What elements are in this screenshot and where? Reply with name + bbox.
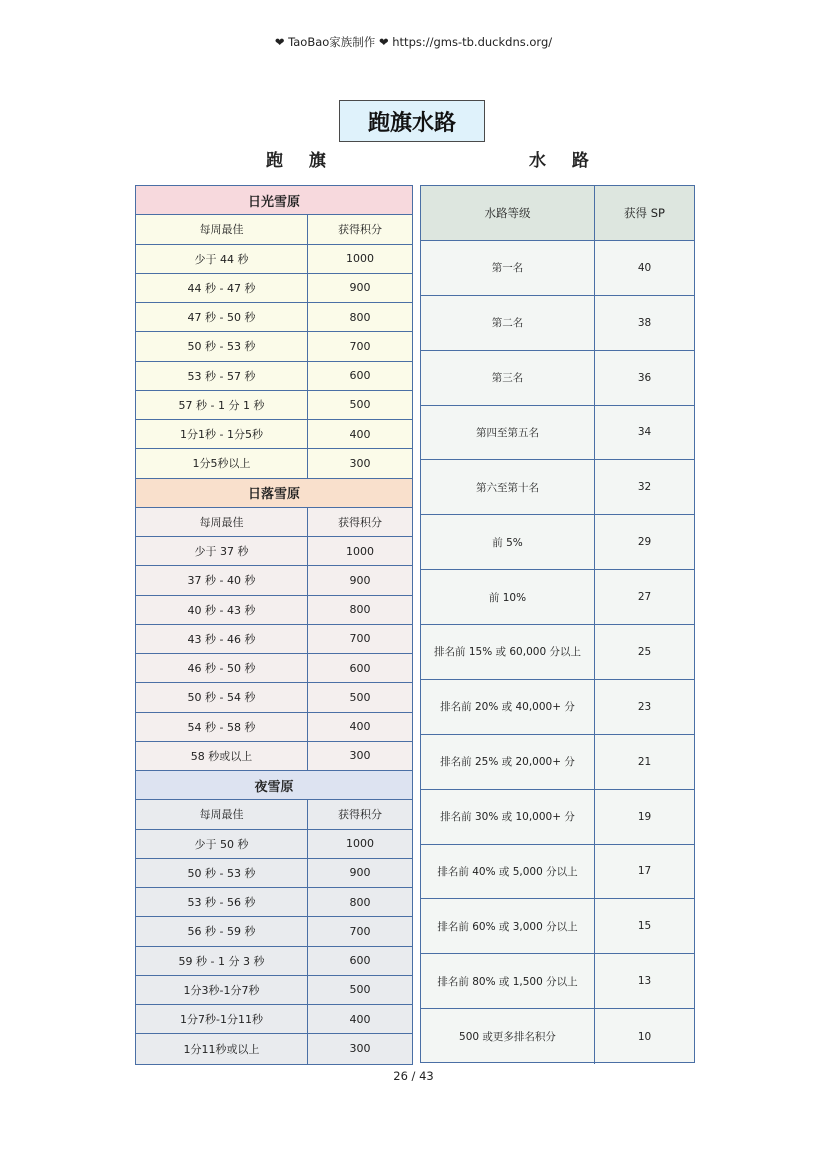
points-cell: 400 (349, 720, 371, 734)
sp-cell: 32 (637, 481, 652, 494)
table-row (421, 296, 694, 351)
table-row (136, 976, 412, 1005)
table-row (136, 859, 412, 888)
table-row (136, 449, 412, 478)
time-cell: 1分11秒或以上 (136, 1034, 308, 1063)
header-cell: 获得积分 (338, 223, 382, 237)
points-cell: 900 (349, 866, 371, 880)
points-cell: 300 (349, 1042, 371, 1056)
sp-cell: 25 (637, 645, 652, 658)
time-cell: 50 秒 - 54 秒 (136, 683, 308, 711)
table-row (421, 460, 694, 515)
rank-cell: 排名前 60% 或 3,000 分以上 (421, 899, 595, 953)
header-cell: 获得积分 (338, 808, 382, 822)
table-row (136, 362, 412, 391)
points-cell: 600 (349, 954, 371, 968)
header-cell: 每周最佳 (136, 800, 308, 828)
table-header-row (136, 215, 412, 244)
points-cell: 800 (349, 895, 371, 909)
water-route-table (420, 185, 695, 1063)
page-number: 26 / 43 (393, 1069, 434, 1083)
points-cell: 1000 (346, 837, 374, 851)
points-cell: 300 (349, 456, 371, 470)
time-cell: 40 秒 - 43 秒 (136, 596, 308, 624)
time-cell: 37 秒 - 40 秒 (136, 566, 308, 594)
table-row (136, 245, 412, 274)
rank-cell: 排名前 80% 或 1,500 分以上 (421, 954, 595, 1008)
flag-section-daylight (136, 186, 412, 479)
sp-cell: 21 (637, 755, 652, 768)
header-cell: 获得 SP (624, 205, 665, 220)
time-cell: 56 秒 - 59 秒 (136, 917, 308, 945)
sp-cell: 29 (637, 536, 652, 549)
sp-cell: 36 (637, 371, 652, 384)
sp-cell: 40 (637, 261, 652, 274)
table-row (136, 683, 412, 712)
sp-cell: 13 (637, 975, 652, 988)
sp-cell: 27 (637, 591, 652, 604)
points-cell: 500 (349, 983, 371, 997)
points-cell: 400 (349, 1012, 371, 1026)
time-cell: 1分1秒 - 1分5秒 (136, 420, 308, 448)
flag-section-sunset (136, 479, 412, 772)
table-row (421, 515, 694, 570)
section-title: 夜雪原 (136, 771, 412, 800)
header-cell: 每周最佳 (136, 508, 308, 536)
page-title: 跑旗水路 (339, 100, 485, 142)
sp-cell: 38 (637, 316, 652, 329)
rank-cell: 排名前 20% 或 40,000+ 分 (421, 680, 595, 734)
points-cell: 800 (349, 310, 371, 324)
time-cell: 53 秒 - 56 秒 (136, 888, 308, 916)
rank-cell: 前 10% (421, 570, 595, 624)
header-cell: 水路等级 (421, 186, 595, 240)
table-row (136, 391, 412, 420)
section-title: 日光雪原 (136, 186, 412, 215)
table-row (136, 742, 412, 771)
points-cell: 1000 (346, 544, 374, 558)
table-row (136, 830, 412, 859)
header-cell: 获得积分 (338, 515, 382, 529)
points-cell: 700 (349, 339, 371, 353)
points-cell: 700 (349, 632, 371, 646)
header-cell: 每周最佳 (136, 215, 308, 243)
time-cell: 59 秒 - 1 分 3 秒 (136, 947, 308, 975)
points-cell: 300 (349, 749, 371, 763)
water-route-heading: 水 路 (529, 151, 599, 171)
table-row (421, 406, 694, 461)
table-row (136, 332, 412, 361)
points-cell: 900 (349, 573, 371, 587)
rank-cell: 第四至第五名 (421, 406, 595, 460)
time-cell: 43 秒 - 46 秒 (136, 625, 308, 653)
sp-cell: 19 (637, 810, 652, 823)
points-cell: 400 (349, 427, 371, 441)
table-row (421, 845, 694, 900)
time-cell: 47 秒 - 50 秒 (136, 303, 308, 331)
time-cell: 46 秒 - 50 秒 (136, 654, 308, 682)
points-cell: 800 (349, 603, 371, 617)
rank-cell: 第二名 (421, 296, 595, 350)
table-row (136, 303, 412, 332)
rank-cell: 排名前 40% 或 5,000 分以上 (421, 845, 595, 899)
table-row (421, 735, 694, 790)
time-cell: 1分5秒以上 (136, 449, 308, 477)
points-cell: 900 (349, 281, 371, 295)
table-row (136, 566, 412, 595)
time-cell: 54 秒 - 58 秒 (136, 713, 308, 741)
points-cell: 500 (349, 690, 371, 704)
rank-cell: 第一名 (421, 241, 595, 295)
table-row (136, 917, 412, 946)
points-cell: 500 (349, 398, 371, 412)
table-row (136, 654, 412, 683)
time-cell: 58 秒或以上 (136, 742, 308, 770)
time-cell: 57 秒 - 1 分 1 秒 (136, 391, 308, 419)
rank-cell: 500 或更多排名积分 (421, 1009, 595, 1064)
sp-cell: 10 (637, 1030, 652, 1043)
page-header: ❤ TaoBao家族制作 ❤ https://gms-tb.duckdns.org/ (274, 35, 553, 49)
table-row (421, 570, 694, 625)
table-row (136, 1005, 412, 1034)
table-row (136, 1034, 412, 1063)
table-row (421, 241, 694, 296)
rank-cell: 第六至第十名 (421, 460, 595, 514)
table-row (421, 899, 694, 954)
table-row (421, 954, 694, 1009)
table-row (421, 1009, 694, 1064)
time-cell: 1分7秒-1分11秒 (136, 1005, 308, 1033)
table-row (421, 351, 694, 406)
time-cell: 少于 37 秒 (136, 537, 308, 565)
rank-cell: 排名前 15% 或 60,000 分以上 (421, 625, 595, 679)
rank-cell: 前 5% (421, 515, 595, 569)
time-cell: 50 秒 - 53 秒 (136, 332, 308, 360)
table-header-row (421, 186, 694, 241)
sp-cell: 34 (637, 426, 652, 439)
table-row (136, 274, 412, 303)
time-cell: 少于 50 秒 (136, 830, 308, 858)
sp-cell: 15 (637, 920, 652, 933)
section-title: 日落雪原 (136, 479, 412, 508)
flag-section-night (136, 771, 412, 1064)
time-cell: 44 秒 - 47 秒 (136, 274, 308, 302)
rank-cell: 第三名 (421, 351, 595, 405)
table-row (136, 596, 412, 625)
rank-cell: 排名前 30% 或 10,000+ 分 (421, 790, 595, 844)
points-cell: 600 (349, 369, 371, 383)
table-row (136, 713, 412, 742)
table-row (136, 537, 412, 566)
flag-race-table (135, 185, 413, 1065)
sp-cell: 17 (637, 865, 652, 878)
table-row (136, 947, 412, 976)
time-cell: 1分3秒-1分7秒 (136, 976, 308, 1004)
table-row (421, 790, 694, 845)
table-row (136, 625, 412, 654)
points-cell: 600 (349, 661, 371, 675)
time-cell: 53 秒 - 57 秒 (136, 362, 308, 390)
table-header-row (136, 800, 412, 829)
table-row (421, 625, 694, 680)
points-cell: 1000 (346, 252, 374, 266)
table-row (421, 680, 694, 735)
flag-race-heading: 跑 旗 (266, 151, 336, 171)
points-cell: 700 (349, 924, 371, 938)
table-row (136, 420, 412, 449)
table-header-row (136, 508, 412, 537)
time-cell: 少于 44 秒 (136, 245, 308, 273)
table-row (136, 888, 412, 917)
sp-cell: 23 (637, 700, 652, 713)
rank-cell: 排名前 25% 或 20,000+ 分 (421, 735, 595, 789)
time-cell: 50 秒 - 53 秒 (136, 859, 308, 887)
